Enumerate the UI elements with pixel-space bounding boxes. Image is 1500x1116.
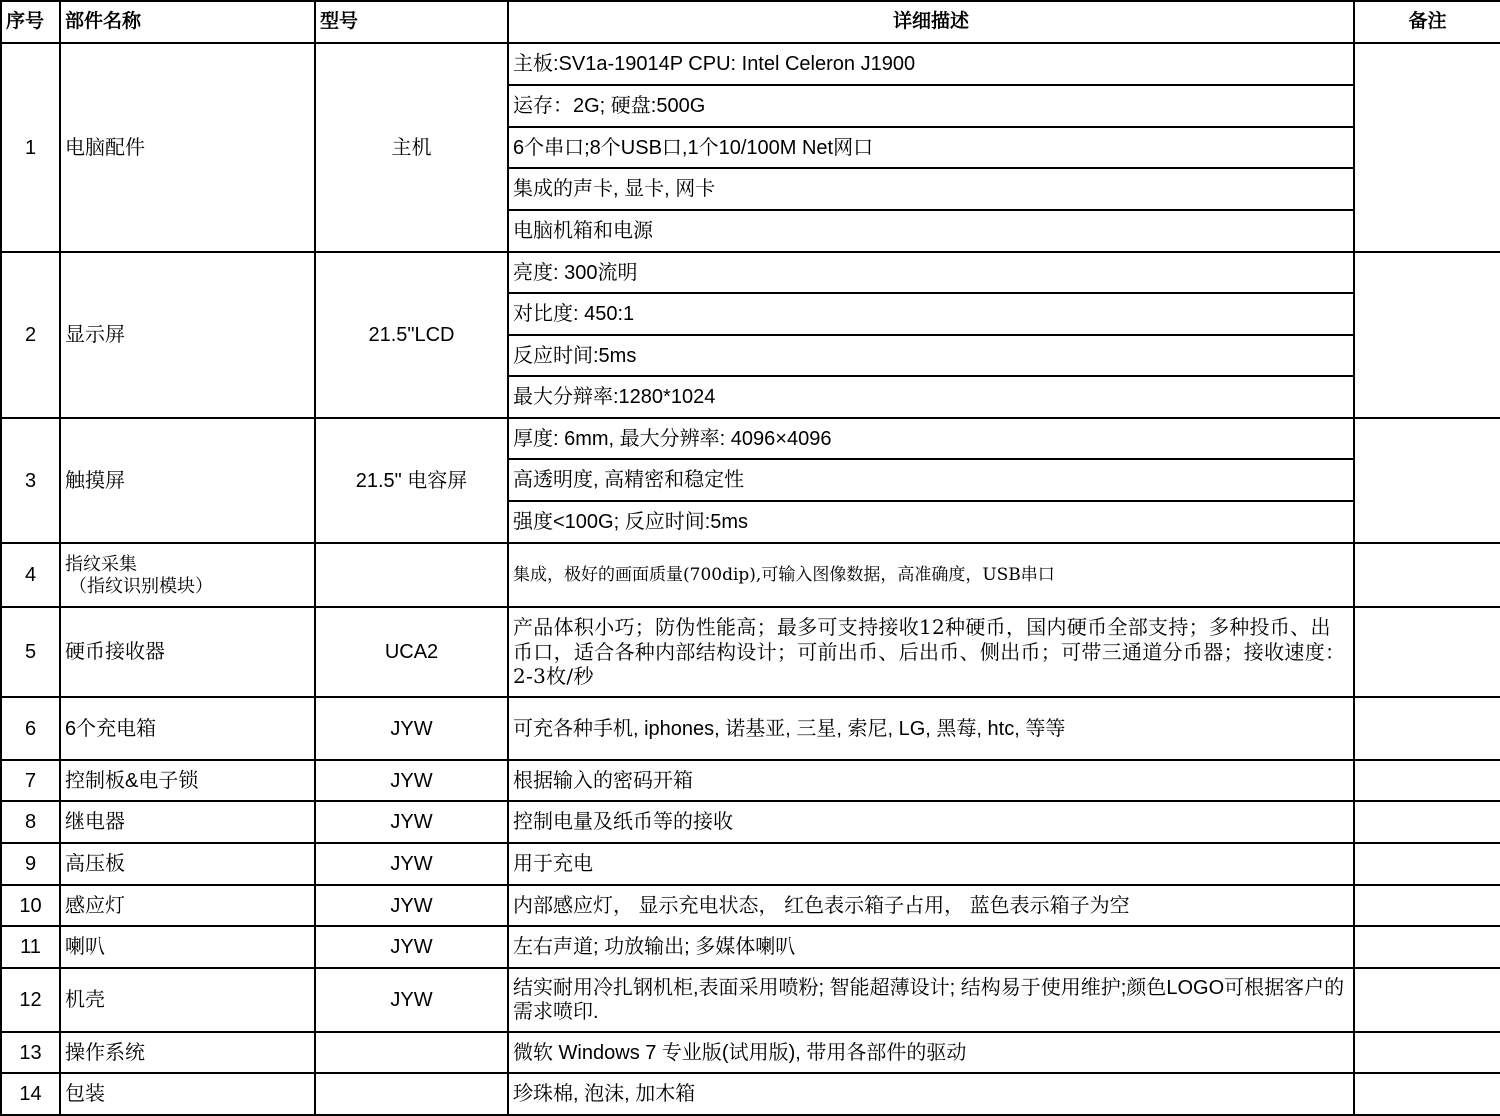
row-remark bbox=[1354, 926, 1500, 968]
table-row bbox=[1, 1032, 1500, 1073]
row-desc: 主板:SV1a-19014P CPU: Intel Celeron J1900 bbox=[508, 43, 1354, 85]
row-remark bbox=[1354, 697, 1500, 760]
row-model bbox=[315, 1032, 508, 1073]
table-row bbox=[1, 843, 1500, 885]
row-no: 12 bbox=[1, 968, 60, 1032]
table-row bbox=[1, 760, 1500, 801]
row-remark bbox=[1354, 801, 1500, 843]
table-row bbox=[1, 801, 1500, 843]
row-desc: 根据输入的密码开箱 bbox=[508, 760, 1354, 801]
table-row bbox=[1, 418, 1500, 459]
row-no: 10 bbox=[1, 885, 60, 926]
row-name-main: 指纹采集 bbox=[65, 553, 137, 574]
row-desc: 可充各种手机, iphones, 诺基亚, 三星, 索尼, LG, 黑莓, htc, 等等 bbox=[508, 697, 1354, 760]
row-no: 7 bbox=[1, 760, 60, 801]
row-name: 机壳 bbox=[60, 968, 315, 1032]
table-row bbox=[1, 926, 1500, 968]
row-name: 6个充电箱 bbox=[60, 697, 315, 760]
table-row bbox=[1, 697, 1500, 760]
row-no: 5 bbox=[1, 607, 60, 697]
row-model bbox=[315, 543, 508, 607]
header-no: 序号 bbox=[1, 1, 60, 43]
row-desc: 结实耐用冷扎钢机柜,表面采用喷粉; 智能超薄设计; 结构易于使用维护;颜色LOGO可根据客户的需求喷印. bbox=[508, 968, 1354, 1032]
row-desc: 厚度: 6mm, 最大分辨率: 4096×4096 bbox=[508, 418, 1354, 459]
row-name: 触摸屏 bbox=[60, 418, 315, 543]
row-remark bbox=[1354, 843, 1500, 885]
table-row bbox=[1, 607, 1500, 697]
row-desc: 微软 Windows 7 专业版(试用版), 带用各部件的驱动 bbox=[508, 1032, 1354, 1073]
row-remark bbox=[1354, 968, 1500, 1032]
row-remark bbox=[1354, 252, 1500, 418]
row-desc: 集成，极好的画面质量(700dip),可输入图像数据，高准确度，USB串口 bbox=[508, 543, 1354, 607]
row-name: 硬币接收器 bbox=[60, 607, 315, 697]
row-desc: 对比度: 450:1 bbox=[508, 293, 1354, 335]
row-model: JYW bbox=[315, 885, 508, 926]
row-model: JYW bbox=[315, 968, 508, 1032]
row-remark bbox=[1354, 760, 1500, 801]
row-desc: 用于充电 bbox=[508, 843, 1354, 885]
row-no: 6 bbox=[1, 697, 60, 760]
row-desc: 亮度: 300流明 bbox=[508, 252, 1354, 293]
row-no: 2 bbox=[1, 252, 60, 418]
row-name: 包装 bbox=[60, 1073, 315, 1115]
row-desc: 集成的声卡, 显卡, 网卡 bbox=[508, 168, 1354, 210]
table-row bbox=[1, 252, 1500, 293]
row-desc: 反应时间:5ms bbox=[508, 335, 1354, 376]
table-row bbox=[1, 543, 1500, 607]
row-name-sub: （指纹识别模块） bbox=[69, 576, 213, 596]
row-name: 控制板&电子锁 bbox=[60, 760, 315, 801]
row-name: 高压板 bbox=[60, 843, 315, 885]
row-name: 操作系统 bbox=[60, 1032, 315, 1073]
row-no: 4 bbox=[1, 543, 60, 607]
row-model bbox=[315, 1073, 508, 1115]
row-no: 13 bbox=[1, 1032, 60, 1073]
row-desc: 6个串口;8个USB口,1个10/100M Net网口 bbox=[508, 127, 1354, 168]
row-desc: 珍珠棉, 泡沫, 加木箱 bbox=[508, 1073, 1354, 1115]
row-no: 1 bbox=[1, 43, 60, 252]
row-desc: 运存：2G; 硬盘:500G bbox=[508, 85, 1354, 127]
row-desc: 最大分辩率:1280*1024 bbox=[508, 376, 1354, 418]
header-remark: 备注 bbox=[1354, 1, 1500, 43]
header-name: 部件名称 bbox=[60, 1, 315, 43]
row-model: JYW bbox=[315, 760, 508, 801]
row-desc: 强度<100G; 反应时间:5ms bbox=[508, 501, 1354, 543]
row-remark bbox=[1354, 543, 1500, 607]
header-row bbox=[1, 1, 1500, 43]
row-remark bbox=[1354, 1032, 1500, 1073]
table-row bbox=[1, 43, 1500, 85]
row-desc: 内部感应灯， 显示充电状态， 红色表示箱子占用， 蓝色表示箱子为空 bbox=[508, 885, 1354, 926]
row-model: JYW bbox=[315, 843, 508, 885]
row-no: 3 bbox=[1, 418, 60, 543]
table-row bbox=[1, 968, 1500, 1032]
row-remark bbox=[1354, 607, 1500, 697]
row-desc: 电脑机箱和电源 bbox=[508, 210, 1354, 252]
row-model: UCA2 bbox=[315, 607, 508, 697]
row-desc: 高透明度, 高精密和稳定性 bbox=[508, 459, 1354, 501]
row-model: 21.5" 电容屏 bbox=[315, 418, 508, 543]
row-remark bbox=[1354, 43, 1500, 252]
row-remark bbox=[1354, 1073, 1500, 1115]
row-desc: 产品体积小巧；防伪性能高；最多可支持接收12种硬币，国内硬币全部支持；多种投币、出币口，适合各种内部结构设计；可前出币、后出币、侧出币；可带三通道分币器；接收速度：2-3枚/秒 bbox=[508, 607, 1354, 697]
row-model: JYW bbox=[315, 801, 508, 843]
row-desc: 左右声道; 功放输出; 多媒体喇叭 bbox=[508, 926, 1354, 968]
row-remark bbox=[1354, 418, 1500, 543]
row-no: 14 bbox=[1, 1073, 60, 1115]
row-desc: 控制电量及纸币等的接收 bbox=[508, 801, 1354, 843]
row-name: 喇叭 bbox=[60, 926, 315, 968]
row-no: 9 bbox=[1, 843, 60, 885]
row-model: JYW bbox=[315, 697, 508, 760]
table-row bbox=[1, 885, 1500, 926]
row-name: 继电器 bbox=[60, 801, 315, 843]
row-model: 21.5"LCD bbox=[315, 252, 508, 418]
row-no: 8 bbox=[1, 801, 60, 843]
row-name: 感应灯 bbox=[60, 885, 315, 926]
table-row bbox=[1, 1073, 1500, 1115]
row-no: 11 bbox=[1, 926, 60, 968]
row-model: 主机 bbox=[315, 43, 508, 252]
row-name: 电脑配件 bbox=[60, 43, 315, 252]
row-name bbox=[60, 543, 315, 607]
header-model: 型号 bbox=[315, 1, 508, 43]
row-remark bbox=[1354, 885, 1500, 926]
row-name: 显示屏 bbox=[60, 252, 315, 418]
row-model: JYW bbox=[315, 926, 508, 968]
header-desc: 详细描述 bbox=[508, 1, 1354, 43]
